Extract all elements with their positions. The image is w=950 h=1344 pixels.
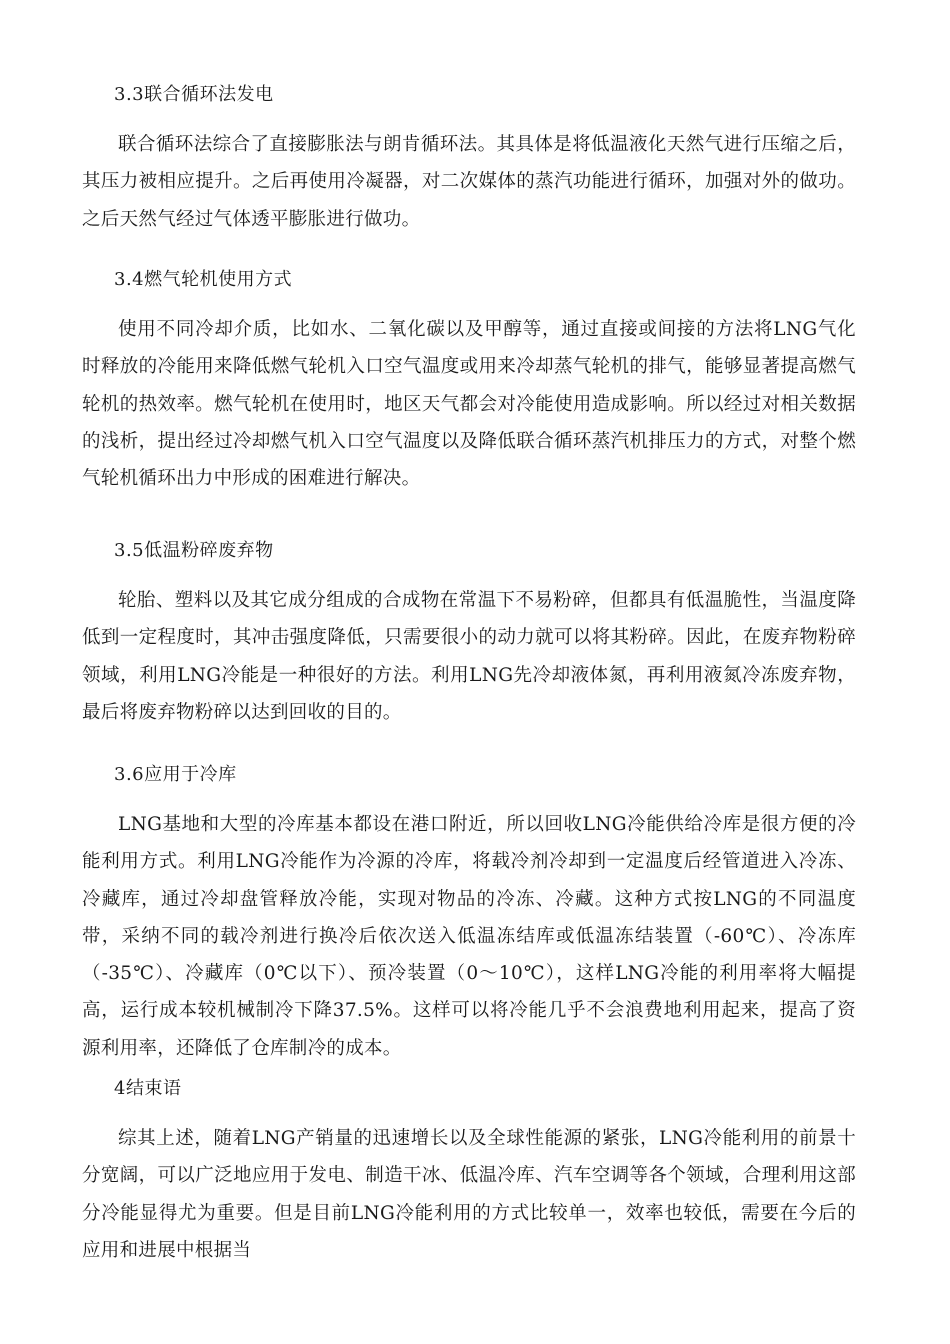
section-heading-3-6: 3.6应用于冷库: [114, 764, 237, 785]
section-heading-3-3: 3.3联合循环法发电: [114, 84, 274, 105]
section-paragraph-3-6: LNG基地和大型的冷库基本都设在港口附近，所以回收LNG冷能供给冷库是很方便的冷能利用方式。利用LNG冷能作为冷源的冷库，将载冷剂冷却到一定温度后经管道进入冷冻、冷藏库，通过冷却盘管释放冷能，实现对物品的冷冻、冷藏。这种方式按LNG的不同温度带，采纳不同的载冷剂进行换冷后依次送入低温冻结库或低温冻结装置（-60℃）、冷冻库（-35℃）、冷藏库（0℃以下）、预冷装置（0～10℃），这样LNG冷能的利用率将大幅提高，运行成本较机械制冷下降37.5%。这样可以将冷能几乎不会浪费地利用起来，提高了资源利用率，还降低了仓库制冷的成本。: [82, 814, 856, 1059]
section-paragraph-3-3: 联合循环法综合了直接膨胀法与朗肯循环法。其具体是将低温液化天然气进行压缩之后，其压力被相应提升。之后再使用冷凝器，对二次媒体的蒸汽功能进行循环，加强对外的做功。之后天然气经过气体透平膨胀进行做功。: [82, 134, 856, 230]
section-heading-3-4: 3.4燃气轮机使用方式: [114, 269, 293, 290]
section-paragraph-4: 综其上述，随着LNG产销量的迅速增长以及全球性能源的紧张，LNG冷能利用的前景十分宽阔，可以广泛地应用于发电、制造干冰、低温冷库、汽车空调等各个领域，合理利用这部分冷能显得尤为重要。但是目前LNG冷能利用的方式比较单一，效率也较低，需要在今后的应用和进展中根据当: [82, 1128, 856, 1261]
section-paragraph-3-5: 轮胎、塑料以及其它成分组成的合成物在常温下不易粉碎，但都具有低温脆性，当温度降低到一定程度时，其冲击强度降低，只需要很小的动力就可以将其粉碎。因此，在废弃物粉碎领域，利用LNG冷能是一种很好的方法。利用LNG先冷却液体氮，再利用液氮冷冻废弃物，最后将废弃物粉碎以达到回收的目的。: [82, 590, 856, 723]
section-heading-3-5: 3.5低温粉碎废弃物: [114, 540, 274, 561]
section-paragraph-3-4: 使用不同冷却介质，比如水、二氧化碳以及甲醇等，通过直接或间接的方法将LNG气化时释放的冷能用来降低燃气轮机入口空气温度或用来冷却蒸气轮机的排气，能够显著提高燃气轮机的热效率。燃气轮机在使用时，地区天气都会对冷能使用造成影响。所以经过对相关数据的浅析，提出经过冷却燃气机入口空气温度以及降低联合循环蒸汽机排压力的方式，对整个燃气轮机循环出力中形成的困难进行解决。: [82, 319, 856, 490]
section-heading-4: 4结束语: [114, 1078, 182, 1099]
